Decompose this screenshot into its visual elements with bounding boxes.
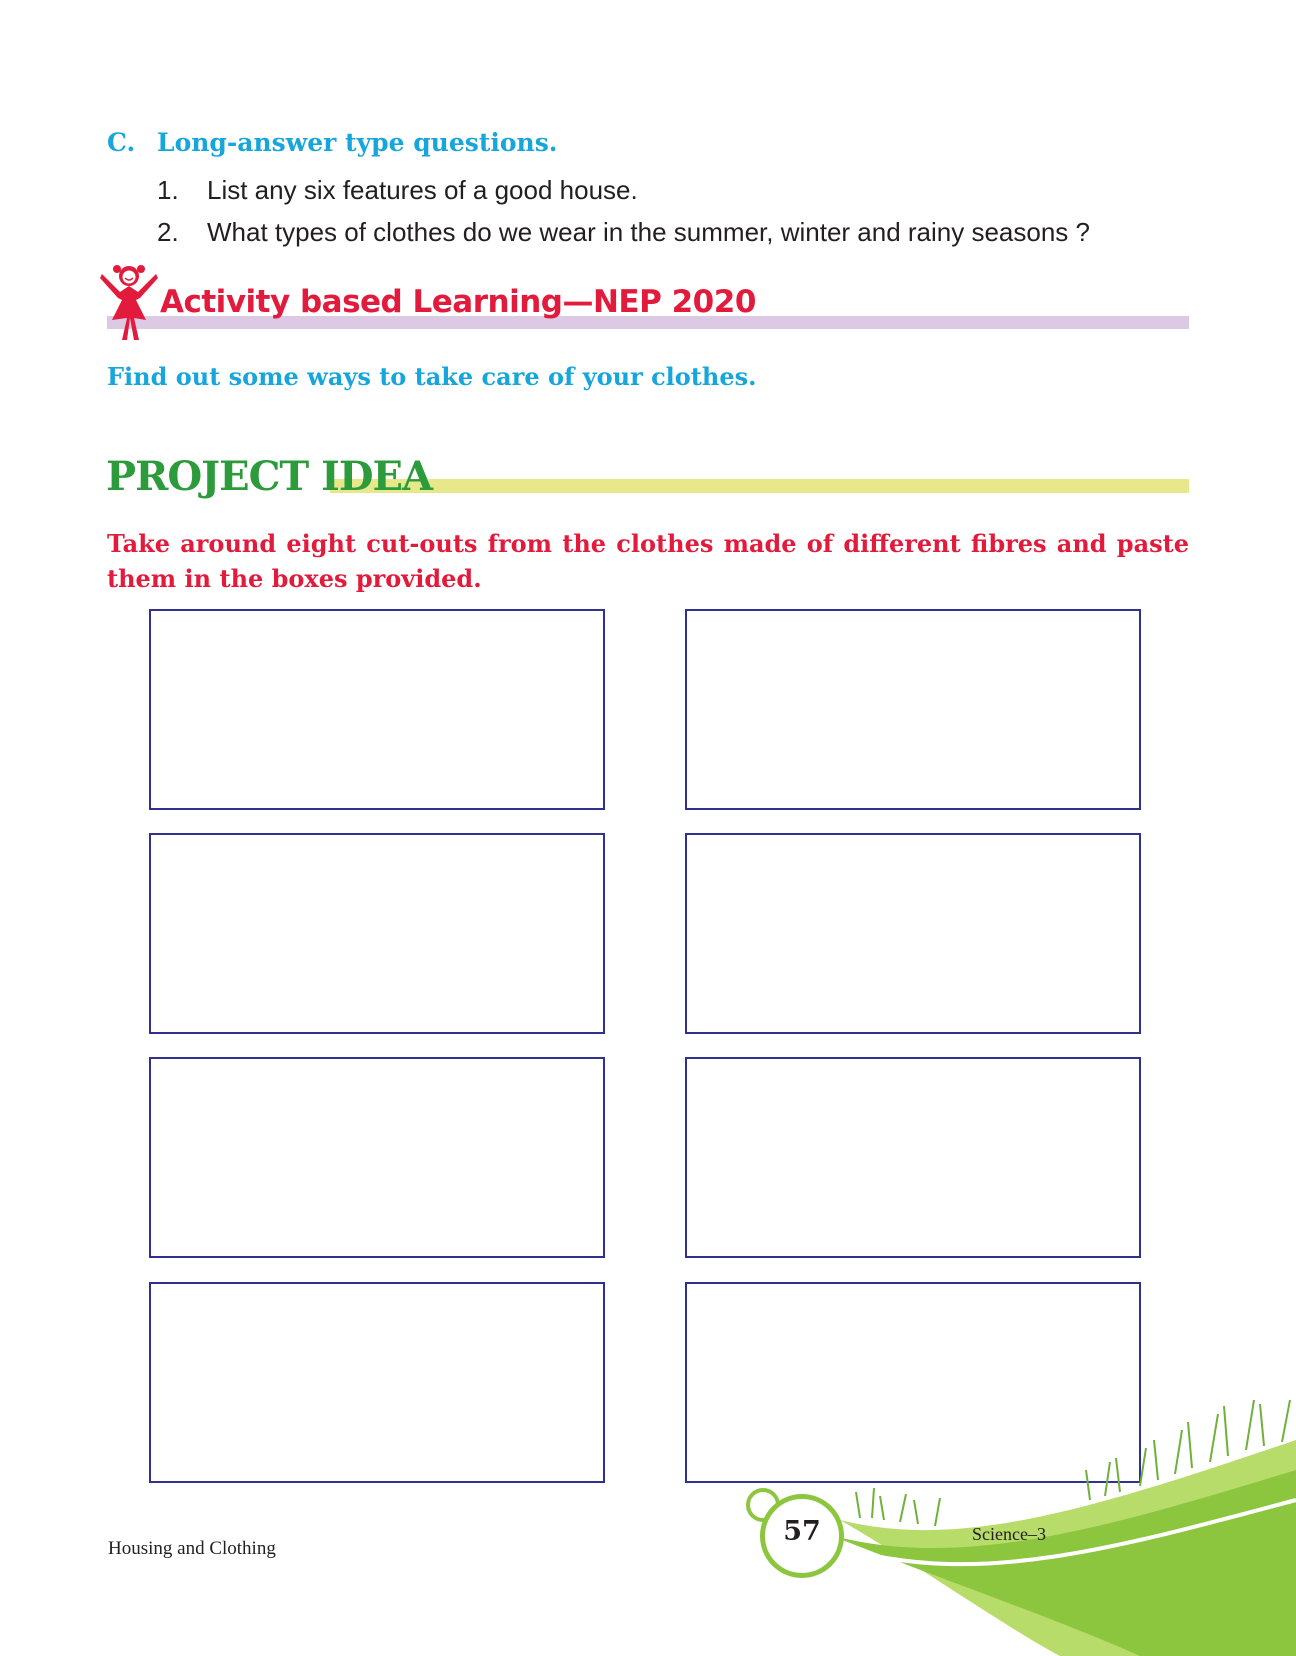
- activity-title: Activity based Learning—NEP 2020: [160, 284, 756, 320]
- page-number: 57: [783, 1516, 821, 1547]
- question-1-number: 1.: [157, 175, 179, 205]
- question-2-number: 2.: [157, 217, 179, 247]
- question-2-text: What types of clothes do we wear in the summer, winter and rainy seasons ?: [207, 217, 1090, 247]
- girl-icon: [98, 262, 160, 342]
- project-instruction: Take around eight cut-outs from the clothes made of different fibres and paste them in the boxes provided.: [107, 529, 1189, 593]
- paste-box-2: [685, 609, 1141, 810]
- section-c-title: Long-answer type questions.: [157, 128, 558, 157]
- project-heading-bar: [330, 479, 1189, 493]
- footer-book-title: Science–3: [972, 1524, 1046, 1544]
- footer-chapter-title: Housing and Clothing: [108, 1538, 276, 1559]
- paste-box-6: [685, 1057, 1141, 1258]
- paste-box-4: [685, 833, 1141, 1034]
- paste-box-5: [149, 1057, 605, 1258]
- paste-box-7: [149, 1282, 605, 1483]
- question-1-text: List any six features of a good house.: [207, 175, 638, 205]
- paste-box-3: [149, 833, 605, 1034]
- project-title: PROJECT IDEA: [106, 453, 433, 500]
- section-c-label: C.: [107, 128, 136, 157]
- paste-box-1: [149, 609, 605, 810]
- activity-instruction: Find out some ways to take care of your clothes.: [107, 362, 757, 391]
